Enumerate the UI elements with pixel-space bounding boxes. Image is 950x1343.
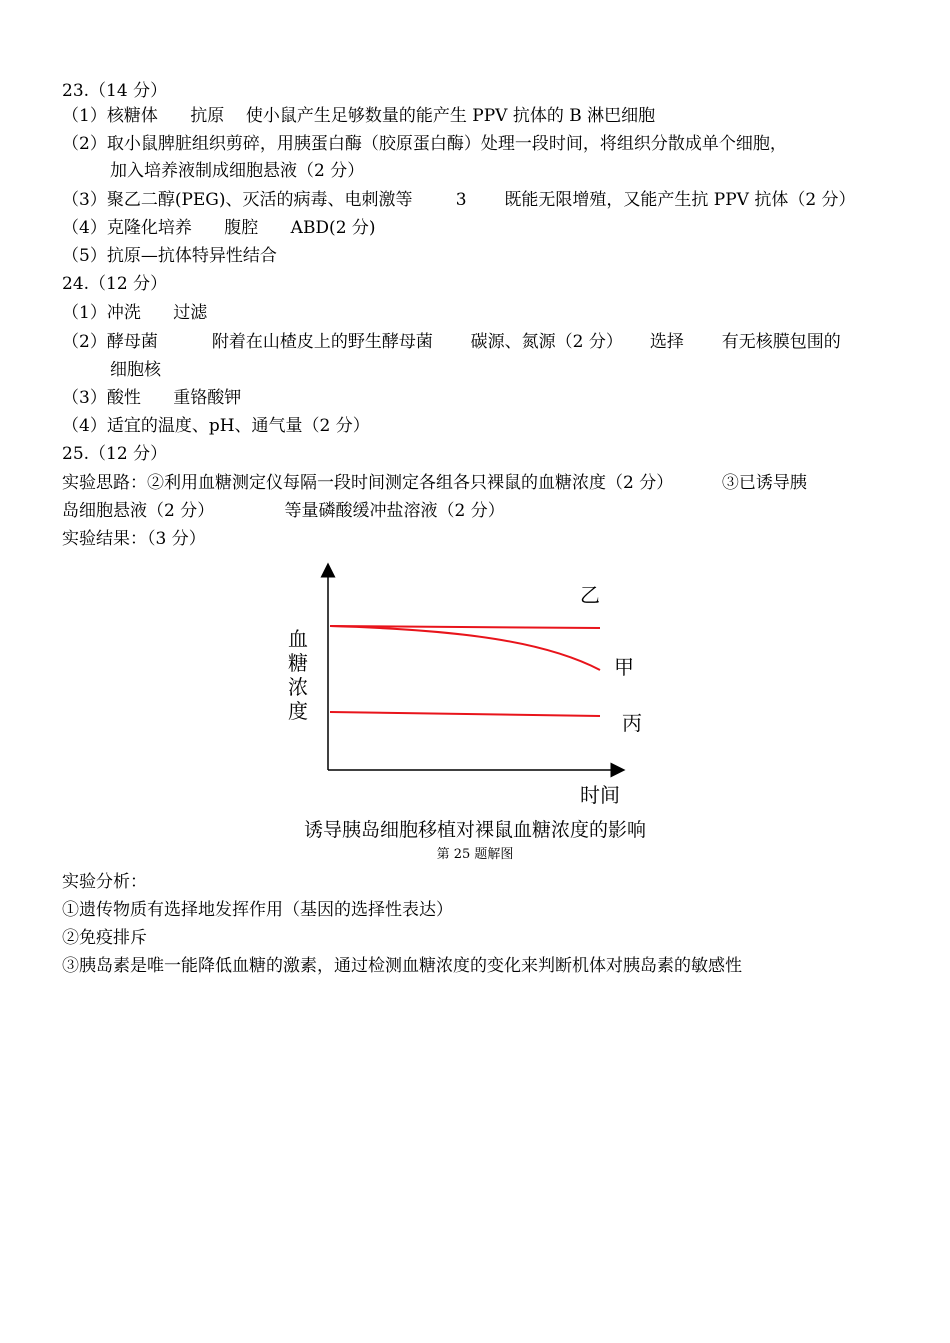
x-axis-label: 时间 [580, 783, 620, 807]
q24-answer-2-cont: 细胞核 [110, 360, 161, 380]
chart-subtitle: 第 25 题解图 [436, 847, 514, 862]
q24-answer-3: （3）酸性 重铬酸钾 [62, 388, 242, 408]
q23-answer-3: （3）聚乙二醇(PEG)、灭活的病毒、电刺激等 3 既能无限增殖，又能产生抗 PPV 抗体（2 分） [62, 190, 856, 210]
q25-idea-cont: 岛细胞悬液（2 分） 等量磷酸缓冲盐溶液（2 分） [62, 501, 505, 521]
series-line-2 [330, 712, 600, 716]
q23-heading: 23.（14 分） [62, 81, 168, 101]
y-axis-label-char: 浓 [288, 675, 308, 699]
y-axis-label-char: 糖 [288, 651, 308, 675]
q24-answer-1: （1）冲洗 过滤 [62, 303, 208, 323]
q25-idea: 实验思路：②利用血糖测定仪每隔一段时间测定各组各只裸鼠的血糖浓度（2 分） ③已诱导胰 [62, 473, 807, 493]
series-label-0: 乙 [580, 583, 600, 607]
q24-answer-4: （4）适宜的温度、pH、通气量（2 分） [62, 416, 370, 436]
chart-title: 诱导胰岛细胞移植对裸鼠血糖浓度的影响 [303, 819, 646, 841]
analysis-item-1: ①遗传物质有选择地发挥作用（基因的选择性表达） [62, 900, 453, 920]
q25-heading: 25.（12 分） [62, 444, 168, 464]
q23-answer-4: （4）克隆化培养 腹腔 ABD(2 分) [62, 218, 376, 238]
q23-answer-1: （1）核糖体 抗原 使小鼠产生足够数量的能产生 PPV 抗体的 B 淋巴细胞 [62, 106, 656, 126]
series-line-1 [330, 626, 600, 670]
y-axis-label-char: 血 [288, 627, 308, 651]
analysis-item-2: ②免疫排斥 [62, 928, 147, 948]
y-axis-label-char: 度 [288, 699, 308, 723]
q24-heading: 24.（12 分） [62, 274, 168, 294]
q23-answer-5: （5）抗原—抗体特异性结合 [62, 246, 277, 266]
q23-answer-2-cont: 加入培养液制成细胞悬液（2 分） [110, 161, 365, 181]
series-label-1: 甲 [614, 655, 634, 679]
series-label-2: 丙 [622, 711, 642, 735]
analysis-heading: 实验分析： [62, 872, 147, 892]
analysis-item-3: ③胰岛素是唯一能降低血糖的激素，通过检测血糖浓度的变化来判断机体对胰岛素的敏感性 [62, 956, 742, 976]
q23-answer-2: （2）取小鼠脾脏组织剪碎，用胰蛋白酶（胶原蛋白酶）处理一段时间，将组织分散成单个细胞， [62, 134, 787, 154]
q25-result-label: 实验结果：（3 分） [62, 529, 206, 549]
q24-answer-2: （2）酵母菌 附着在山楂皮上的野生酵母菌 碳源、氮源（2 分） 选择 有无核膜包围的 [62, 332, 841, 352]
